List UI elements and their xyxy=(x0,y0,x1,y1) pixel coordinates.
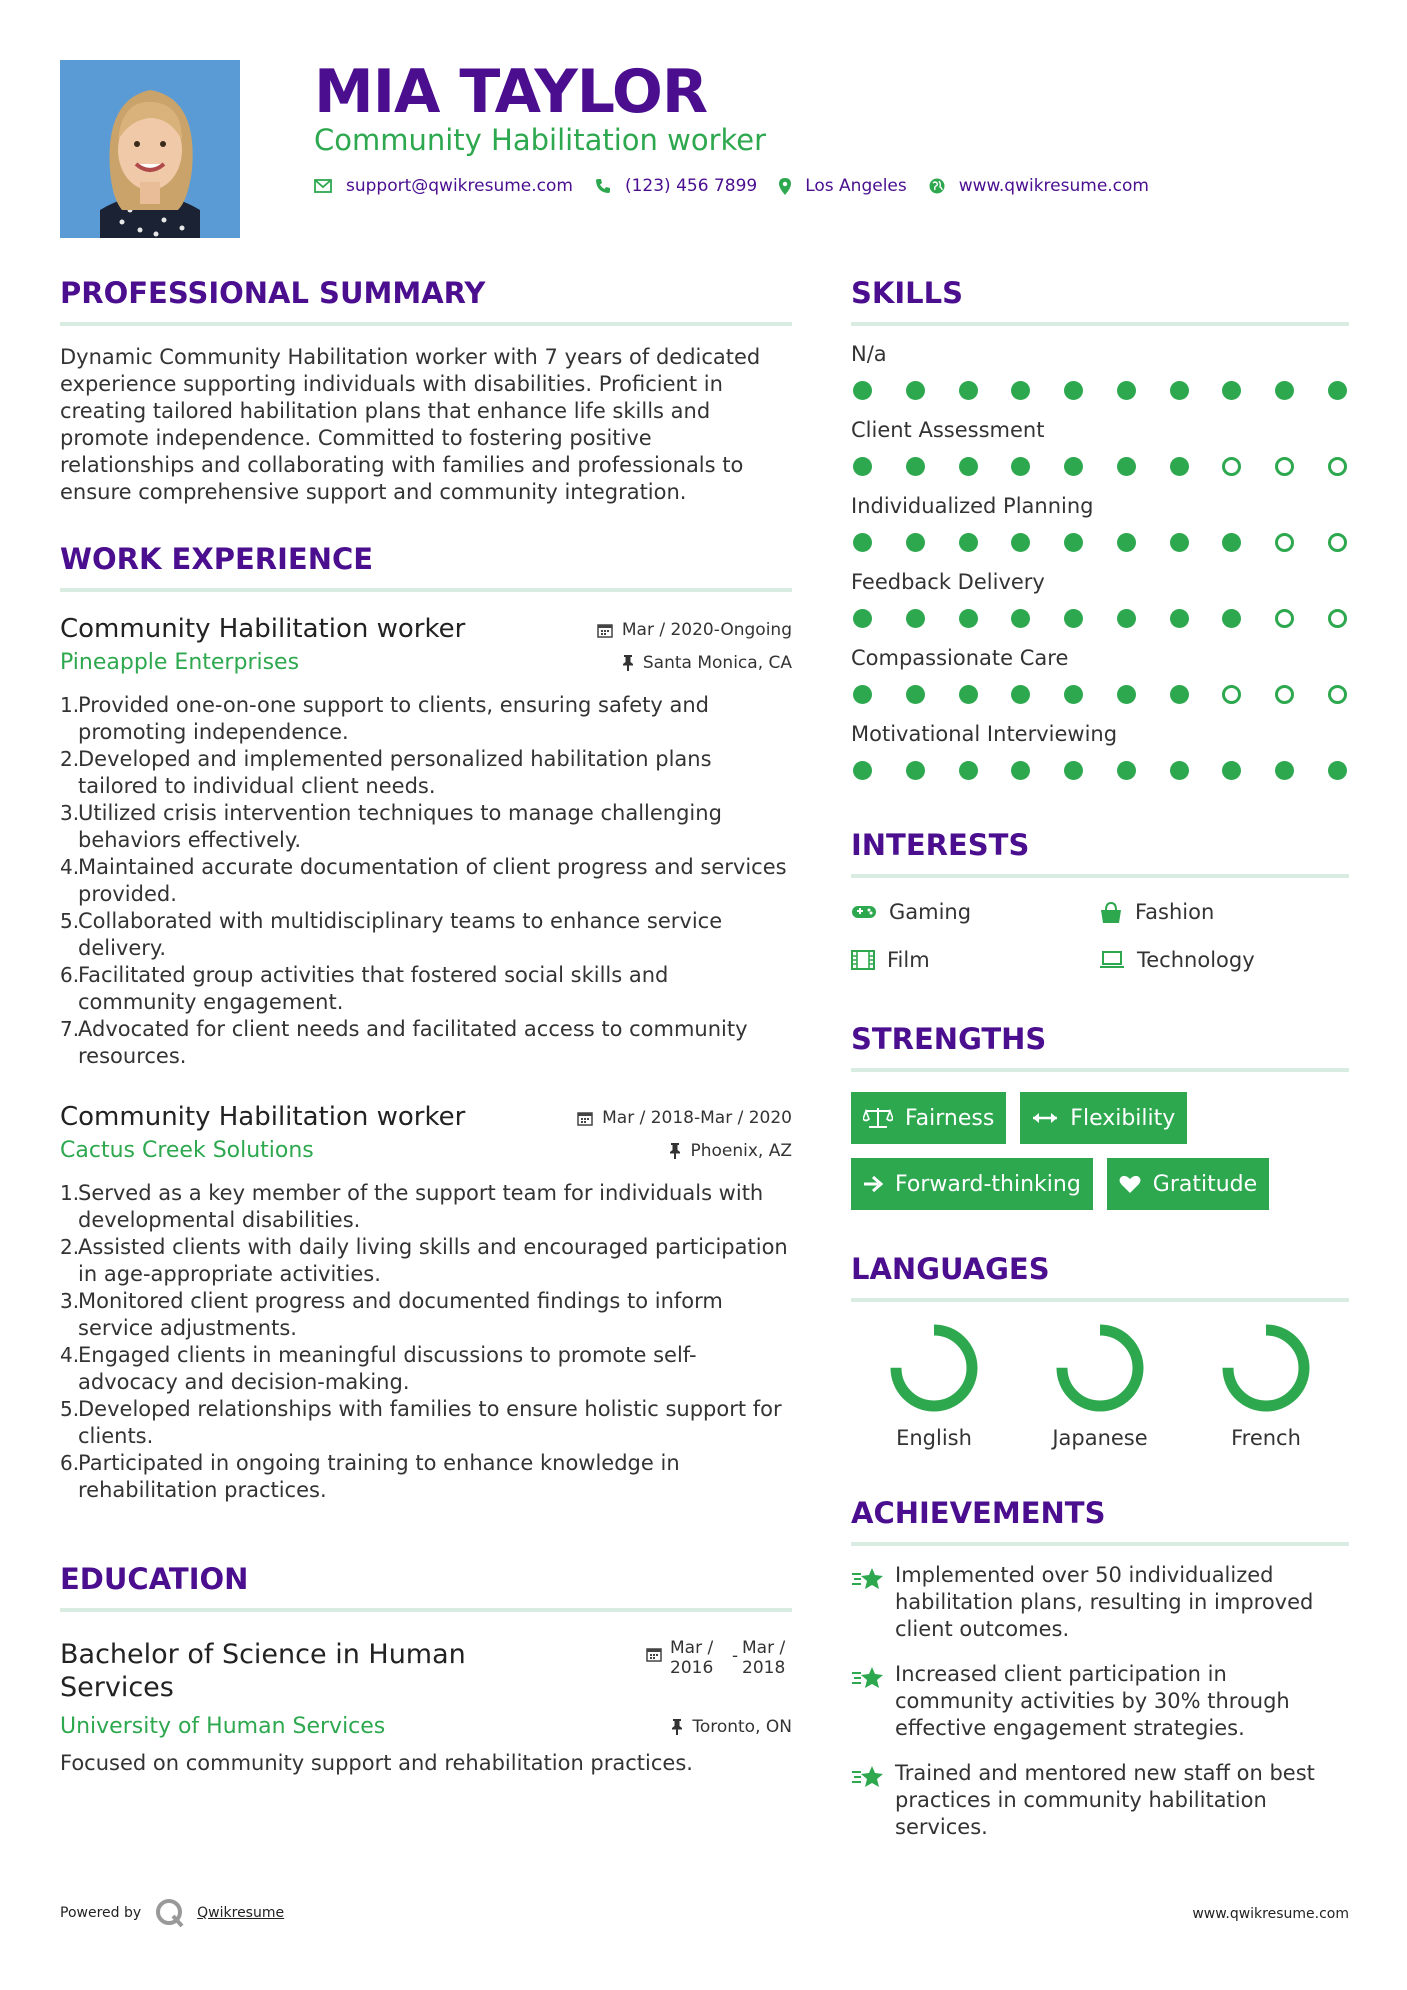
rating-dot-filled xyxy=(906,457,925,476)
rating-dot-empty xyxy=(1328,533,1347,552)
skill-name: Feedback Delivery xyxy=(851,570,1045,594)
school-location xyxy=(671,1717,792,1737)
skills-list xyxy=(851,340,1349,780)
interest-item xyxy=(851,898,1099,926)
rating-dot-empty xyxy=(1275,685,1294,704)
rating-dot-filled xyxy=(959,381,978,400)
list-item: 3. Utilized crisis intervention techniques to manage challenging behaviors effectively. xyxy=(60,801,722,852)
rating-dot-filled xyxy=(959,609,978,628)
rating-dot-filled xyxy=(1222,533,1241,552)
language-level-arc xyxy=(896,1330,972,1406)
rating-dot-filled xyxy=(1117,381,1136,400)
job-title: Community Habilitation worker xyxy=(60,614,466,644)
education-start-date: Mar / 2016 xyxy=(670,1638,714,1678)
rating-dot-filled xyxy=(1170,381,1189,400)
rating-dot-filled xyxy=(1117,761,1136,780)
summary-section xyxy=(60,270,792,506)
interests-list xyxy=(851,898,1349,974)
email-text: support@qwikresume.com xyxy=(346,176,573,196)
company-name: Pineapple Enterprises xyxy=(60,650,300,675)
rating-dot-filled xyxy=(1222,609,1241,628)
rating-dot-filled xyxy=(1117,457,1136,476)
arrows-horizontal-icon xyxy=(1032,1111,1058,1125)
rating-dot-filled xyxy=(1117,685,1136,704)
phone-icon xyxy=(595,178,611,194)
rating-dot-filled xyxy=(1064,685,1083,704)
language-label: Japanese xyxy=(1052,1426,1148,1450)
skill-name: Compassionate Care xyxy=(851,646,1069,670)
rating-dot-filled xyxy=(1011,685,1030,704)
rating-dot-filled xyxy=(959,685,978,704)
rating-dot-filled xyxy=(906,381,925,400)
section-divider xyxy=(851,874,1349,878)
rating-dot-filled xyxy=(906,761,925,780)
education-description: Focused on community support and rehabilitation practices. xyxy=(60,1751,693,1775)
section-divider xyxy=(60,1608,792,1612)
list-item: 6. Facilitated group activities that fostered social skills and community engagement. xyxy=(60,963,669,1014)
list-item: 2. Developed and implemented personalized habilitation plans tailored to individual client needs. xyxy=(60,747,712,798)
profile-photo xyxy=(60,60,240,238)
rating-dot-filled xyxy=(1011,381,1030,400)
rating-dot-filled xyxy=(1170,533,1189,552)
envelope-icon xyxy=(314,179,332,193)
pushpin-icon xyxy=(669,1143,681,1159)
rating-dot-filled xyxy=(906,609,925,628)
school-location-text: Toronto, ON xyxy=(692,1717,792,1737)
language-label: French xyxy=(1231,1426,1301,1450)
achievement-item xyxy=(851,1562,1349,1643)
rating-dot-filled xyxy=(1011,761,1030,780)
education-section xyxy=(60,1556,792,1777)
contact-website[interactable] xyxy=(929,176,1149,196)
strength-label: Fairness xyxy=(905,1105,995,1131)
footer-website[interactable]: www.qwikresume.com xyxy=(1192,1906,1349,1922)
list-item: 5. Collaborated with multidisciplinary teams to enhance service delivery. xyxy=(60,909,723,960)
skill-item xyxy=(851,568,1349,628)
strength-label: Gratitude xyxy=(1152,1171,1258,1197)
location-text: Los Angeles xyxy=(805,176,907,196)
rating-dot-filled xyxy=(1170,685,1189,704)
balance-scale-icon xyxy=(863,1107,893,1129)
experience-title: WORK EXPERIENCE xyxy=(60,542,374,576)
list-item: 4. Maintained accurate documentation of client progress and services provided. xyxy=(60,855,787,906)
job-date xyxy=(577,1108,792,1128)
degree-title: Bachelor of Science in Human Services xyxy=(60,1639,466,1703)
section-divider xyxy=(60,322,792,326)
section-divider xyxy=(60,588,792,592)
list-item: 3. Monitored client progress and documented findings to inform service adjustments. xyxy=(60,1289,723,1340)
language-level-ring xyxy=(1220,1322,1312,1414)
language-level-ring xyxy=(888,1322,980,1414)
interest-item xyxy=(1099,898,1349,926)
contact-location xyxy=(779,176,907,196)
list-item: 7. Advocated for client needs and facilitated access to community resources. xyxy=(60,1017,748,1068)
skill-rating xyxy=(851,609,1349,628)
contact-phone[interactable] xyxy=(595,176,757,196)
rating-dot-empty xyxy=(1275,533,1294,552)
list-item: 4. Engaged clients in meaningful discussions to promote self-advocacy and decision-making. xyxy=(60,1343,697,1394)
summary-text: Dynamic Community Habilitation worker with 7 years of dedicated experience supporting individuals with disabilities. Proficient in creating tailored habilitation plans that enhance life skills and promote independence. Committed to fostering positive relationships and collaborating with families and professionals to ensure comprehensive support and community integration. xyxy=(60,345,761,504)
school-name: University of Human Services xyxy=(60,1714,386,1739)
section-divider xyxy=(851,1068,1349,1072)
rating-dot-filled xyxy=(1328,761,1347,780)
strengths-title: STRENGTHS xyxy=(851,1022,1047,1056)
rating-dot-filled xyxy=(906,685,925,704)
job-bullets xyxy=(60,692,792,1070)
achievements-section xyxy=(851,1490,1349,1841)
achievement-item xyxy=(851,1760,1349,1841)
skill-rating xyxy=(851,457,1349,476)
rating-dot-filled xyxy=(1170,609,1189,628)
skill-rating xyxy=(851,761,1349,780)
rating-dot-filled xyxy=(1064,381,1083,400)
interest-label: Technology xyxy=(1137,948,1255,972)
rating-dot-filled xyxy=(1275,761,1294,780)
map-marker-icon xyxy=(779,178,791,195)
skill-rating xyxy=(851,533,1349,552)
contact-email[interactable] xyxy=(314,176,573,196)
education-end-date: Mar / 2018 xyxy=(742,1638,786,1678)
rating-dot-filled xyxy=(1011,609,1030,628)
pushpin-icon xyxy=(622,655,634,671)
rating-dot-filled xyxy=(1011,457,1030,476)
job-location-text: Santa Monica, CA xyxy=(642,653,792,673)
strength-label: Forward-thinking xyxy=(895,1171,1081,1197)
list-item: 2. Assisted clients with daily living skills and encouraged participation in age-appropriate activities. xyxy=(60,1235,788,1286)
job-title: Community Habilitation worker xyxy=(60,1102,466,1132)
calendar-icon xyxy=(646,1646,662,1662)
section-divider xyxy=(851,1542,1349,1546)
skill-rating xyxy=(851,381,1349,400)
rating-dot-filled xyxy=(1222,761,1241,780)
star-icon xyxy=(851,1764,885,1790)
list-item: 5. Developed relationships with families to ensure holistic support for clients. xyxy=(60,1397,782,1448)
rating-dot-empty xyxy=(1328,457,1347,476)
interests-section xyxy=(851,822,1349,974)
interests-title: INTERESTS xyxy=(851,828,1030,862)
rating-dot-empty xyxy=(1328,609,1347,628)
skills-title: SKILLS xyxy=(851,276,963,310)
language-label: English xyxy=(896,1426,972,1450)
job-location xyxy=(622,653,792,673)
powered-by-text: Powered by xyxy=(60,1905,142,1921)
rating-dot-filled xyxy=(1064,533,1083,552)
experience-section xyxy=(60,536,792,1504)
strength-badge xyxy=(851,1158,1093,1210)
candidate-role: Community Habilitation worker xyxy=(314,123,767,157)
heart-icon xyxy=(1119,1174,1141,1194)
skill-item xyxy=(851,492,1349,552)
rating-dot-filled xyxy=(1117,533,1136,552)
skill-name: Client Assessment xyxy=(851,418,1045,442)
rating-dot-filled xyxy=(1275,381,1294,400)
languages-list xyxy=(851,1322,1349,1450)
job-bullets xyxy=(60,1180,792,1504)
skill-item xyxy=(851,340,1349,400)
job-date xyxy=(597,620,792,640)
rating-dot-empty xyxy=(1222,457,1241,476)
rating-dot-filled xyxy=(906,533,925,552)
language-item xyxy=(1017,1322,1183,1450)
footer-powered-by xyxy=(60,1898,284,1928)
globe-icon xyxy=(929,178,945,194)
education-dates xyxy=(646,1638,792,1678)
rating-dot-filled xyxy=(1011,533,1030,552)
strength-label: Flexibility xyxy=(1070,1105,1176,1131)
rating-dot-filled xyxy=(1222,381,1241,400)
laptop-icon xyxy=(1099,951,1125,969)
skill-item xyxy=(851,720,1349,780)
company-name: Cactus Creek Solutions xyxy=(60,1138,314,1163)
skill-name: N/a xyxy=(851,342,887,366)
summary-title: PROFESSIONAL SUMMARY xyxy=(60,276,486,310)
film-icon xyxy=(851,950,875,970)
education-title: EDUCATION xyxy=(60,1562,249,1596)
achievement-text: Implemented over 50 individualized habilitation plans, resulting in improved client outcomes. xyxy=(895,1563,1314,1641)
skill-rating xyxy=(851,685,1349,704)
strength-badge xyxy=(1020,1092,1187,1144)
interest-item xyxy=(851,946,1099,974)
language-item xyxy=(1183,1322,1349,1450)
rating-dot-filled xyxy=(1170,457,1189,476)
rating-dot-empty xyxy=(1328,685,1347,704)
list-item: 6. Participated in ongoing training to enhance knowledge in rehabilitation practices. xyxy=(60,1451,680,1502)
rating-dot-empty xyxy=(1222,685,1241,704)
language-level-arc xyxy=(1228,1330,1304,1406)
qwikresume-logo-icon xyxy=(155,1898,185,1928)
job-location-text: Phoenix, AZ xyxy=(690,1141,792,1161)
rating-dot-filled xyxy=(959,761,978,780)
languages-section xyxy=(851,1246,1349,1450)
achievement-text: Trained and mentored new staff on best practices in community habilitation services. xyxy=(895,1761,1315,1839)
interest-label: Gaming xyxy=(889,900,972,924)
candidate-name: MIA TAYLOR xyxy=(314,57,708,127)
skill-name: Individualized Planning xyxy=(851,494,1094,518)
language-level-ring xyxy=(1054,1322,1146,1414)
job-entry xyxy=(60,612,792,1070)
achievement-text: Increased client participation in community activities by 30% through effective engagement strategies. xyxy=(895,1662,1290,1740)
rating-dot-filled xyxy=(959,533,978,552)
achievement-item xyxy=(851,1661,1349,1742)
job-location xyxy=(669,1141,792,1161)
calendar-icon xyxy=(597,622,613,638)
date-separator: - xyxy=(732,1646,739,1666)
rating-dot-filled xyxy=(853,685,872,704)
language-item xyxy=(851,1322,1017,1450)
rating-dot-filled xyxy=(1170,761,1189,780)
rating-dot-filled xyxy=(853,533,872,552)
right-column xyxy=(851,270,1349,1841)
skill-name: Motivational Interviewing xyxy=(851,722,1118,746)
interest-label: Film xyxy=(887,948,930,972)
star-icon xyxy=(851,1566,885,1592)
rating-dot-filled xyxy=(1064,457,1083,476)
website-text: www.qwikresume.com xyxy=(958,176,1149,196)
skills-section xyxy=(851,270,1349,780)
rating-dot-filled xyxy=(1117,609,1136,628)
strengths-list xyxy=(851,1092,1349,1224)
list-item: 1. Provided one-on-one support to clients, ensuring safety and promoting independence. xyxy=(60,693,710,744)
rating-dot-filled xyxy=(1328,381,1347,400)
interest-label: Fashion xyxy=(1135,900,1215,924)
calendar-icon xyxy=(577,1110,593,1126)
strength-badge xyxy=(1107,1158,1269,1210)
list-item: 1. Served as a key member of the support team for individuals with developmental disabilities. xyxy=(60,1181,764,1232)
job-date-text: Mar / 2018-Mar / 2020 xyxy=(602,1108,792,1128)
contact-bar xyxy=(314,176,1171,196)
pushpin-icon xyxy=(671,1719,683,1735)
rating-dot-filled xyxy=(853,457,872,476)
arrow-right-icon xyxy=(863,1175,883,1193)
gamepad-icon xyxy=(851,904,877,920)
job-entry xyxy=(60,1100,792,1504)
achievements-title: ACHIEVEMENTS xyxy=(851,1496,1106,1530)
interest-item xyxy=(1099,946,1349,974)
footer-brand-link[interactable]: Qwikresume xyxy=(197,1905,285,1921)
rating-dot-filled xyxy=(853,381,872,400)
skill-item xyxy=(851,644,1349,704)
rating-dot-empty xyxy=(1275,457,1294,476)
left-column xyxy=(60,270,792,1777)
job-date-text: Mar / 2020-Ongoing xyxy=(621,620,792,640)
star-icon xyxy=(851,1665,885,1691)
rating-dot-empty xyxy=(1275,609,1294,628)
phone-text: (123) 456 7899 xyxy=(624,176,758,196)
rating-dot-filled xyxy=(1064,761,1083,780)
shopping-bag-icon xyxy=(1099,901,1123,923)
rating-dot-filled xyxy=(853,761,872,780)
strength-badge xyxy=(851,1092,1006,1144)
skill-item xyxy=(851,416,1349,476)
section-divider xyxy=(851,1298,1349,1302)
rating-dot-filled xyxy=(959,457,978,476)
rating-dot-filled xyxy=(1064,609,1083,628)
strengths-section xyxy=(851,1016,1349,1224)
rating-dot-filled xyxy=(853,609,872,628)
section-divider xyxy=(851,322,1349,326)
languages-title: LANGUAGES xyxy=(851,1252,1050,1286)
language-level-arc xyxy=(1062,1330,1138,1406)
